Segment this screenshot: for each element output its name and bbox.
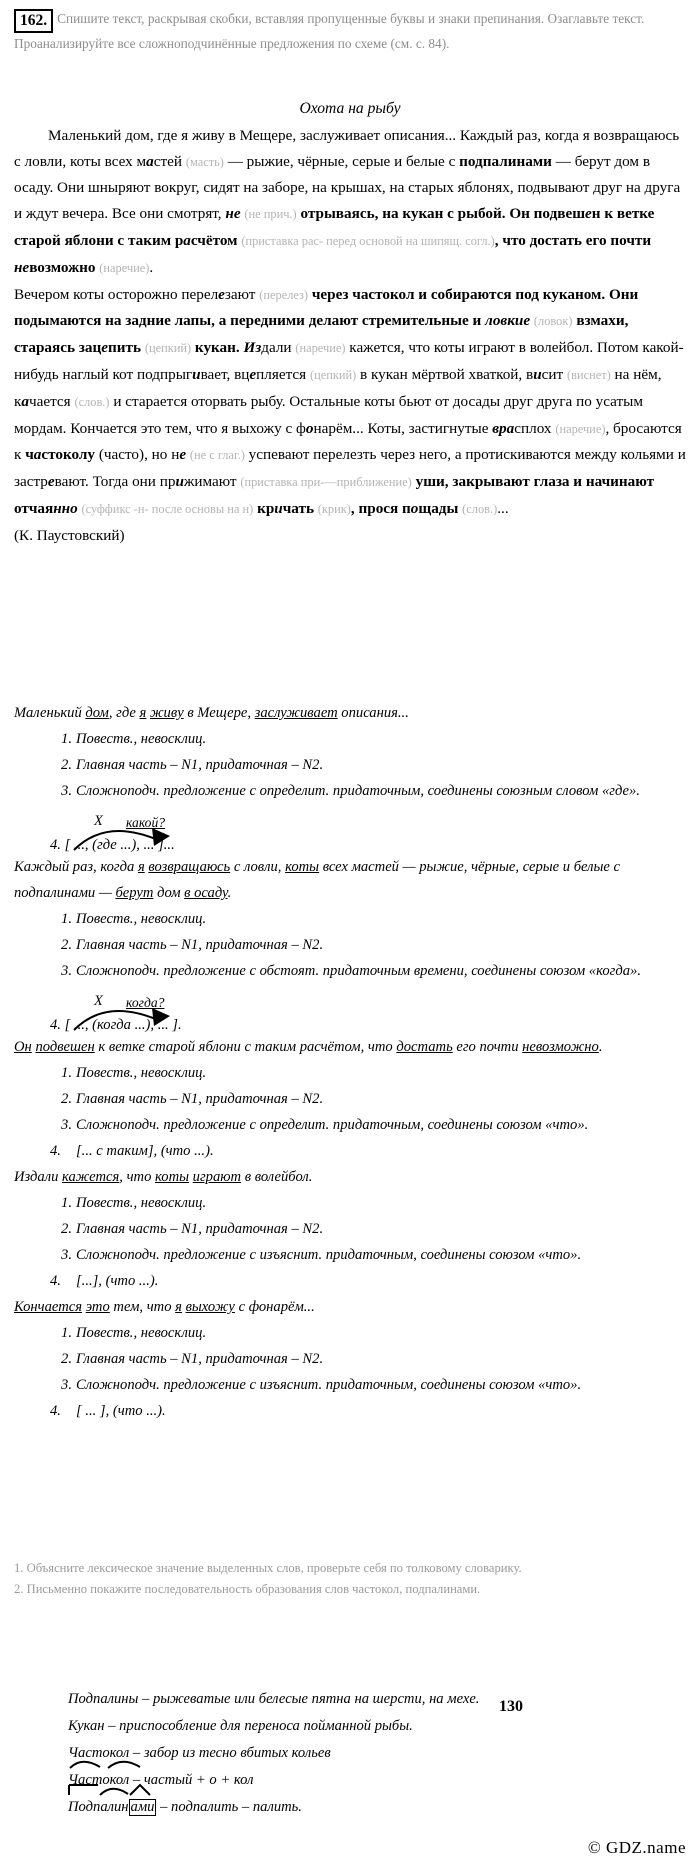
text-run: жимают [183,473,241,491]
bold-word: возможно [29,258,100,276]
text-run: нарём... Коты, застигнутые [313,419,493,437]
underlined-member: берут [115,885,154,901]
text-run: вают. Тогда они пр [54,473,176,491]
analysis-point: Сложноподч. предложение с определит. придаточным, соединены союзным словом «где». [76,783,640,799]
task-header [14,8,686,55]
text-run: , бросаются к [14,419,682,464]
derivation-text: – частый + о + кол [129,1772,254,1788]
underlined-member: живу [149,705,184,721]
sentence-text: . [598,1039,603,1055]
underlined-member: я [137,859,145,875]
scheme-question-label: когда? [126,995,165,1010]
bold-word: счётом [190,231,242,249]
spelling-hint: (крик) [317,501,351,516]
analysis-points [14,906,686,984]
underlined-member: дом [85,705,109,721]
sentence-text: тем, что [109,1299,176,1315]
text-run: пляется [256,365,310,383]
analysis-point: Главная часть – N1, придаточная – N2. [76,1221,324,1237]
stressed-letter: е [218,285,225,303]
sentence-text: Маленький [14,705,86,721]
stressed-letter: е [249,365,257,383]
analysis-point: Повеств., невосклиц. [76,1065,207,1081]
underlined-member: достать [396,1039,453,1055]
analysis-point: Главная часть – N1, придаточная – N2. [76,1091,324,1107]
bold-word: н к ветке старой яблони с таким р [14,205,655,249]
spelling-hint: (цепкий) [144,341,192,356]
underlined-member: я [139,705,147,721]
text-run: на нём, к [14,365,662,410]
text-run: сит [541,365,567,383]
underlined-member: заслуживает [254,705,338,721]
spelling-hint: (наречие) [99,260,150,275]
story-paragraph-2 [14,282,686,523]
text-run: зают [224,285,260,303]
spelling-hint: (слов.) [74,394,110,409]
spelling-hint: (наречие) [295,341,346,356]
spelling-hint: (не прич.) [244,207,297,222]
bold-word: кр [253,499,275,517]
bold-word: взмахи, стараясь зац [14,312,629,357]
bold-word: пить [108,339,145,357]
bold-word: стоколу [41,446,96,464]
stressed-letter: и [175,473,184,491]
story-paragraph-1 [14,123,686,282]
stressed-letter: е [101,339,109,357]
text-run: — берут дом в осаду. Они шныряют вокруг, сидят на заборе, на крышах, на старых яблонях, подвывают друг на друга и ждут вечера. Все они смотрят, [14,152,681,223]
underlined-member: это [85,1299,110,1315]
glossary-line-chastokol: Частокол – забор из тесно вбитых кольев [68,1745,331,1761]
analysis-points [14,726,686,804]
stressed-letter: а [183,231,191,249]
underlined-member: Он [14,1039,32,1055]
scheme-formula: [... с таким], (что ...). [76,1143,214,1159]
spelling-hint: (приставка при-—приближение) [240,475,412,490]
stressed-letter: о [410,499,419,517]
ending-box: ами [130,1799,155,1815]
stressed-letter: нно [53,499,78,517]
underlined-member: подвешен [35,1039,95,1055]
text-run: дали [261,339,296,357]
analysis-point: Главная часть – N1, придаточная – N2. [76,757,324,773]
follow-up-question-2: 2. Письменно покажите последовательность образования слов частокол, подпалинами. [14,1582,481,1596]
sentence-text: его почти [452,1039,523,1055]
sentence-text: в волейбол. [241,1169,313,1185]
analysis-block [14,700,686,1424]
stressed-letter: а [33,446,42,464]
sentence-text: Каждый раз, когда [14,859,138,875]
spelling-hint: (перелез) [259,287,309,302]
bold-word: щады [418,499,463,517]
stressed-letter: а [146,152,154,170]
analysis-point: Повеств., невосклиц. [76,731,207,747]
spelling-hint: (слов.) [462,501,498,516]
analysis-point: Главная часть – N1, придаточная – N2. [76,937,324,953]
morpheme-word-podpalinami [68,1794,156,1821]
spelling-hint: (масть) [185,154,224,169]
text-run: кажется, что коты играют в волейбол. Потом какой-нибудь наглый кот подпрыг [14,339,684,383]
spelling-hint: (наречие) [555,421,606,436]
bold-word: уши, закрывают глаза и начинают отчая [14,473,655,517]
underlined-member: играют [192,1169,242,1185]
text-run: . [149,258,154,276]
text-run: Маленький дом, где я живу в Мещере, заслуживает описания... Каждый раз, когда я возвращаюсь с ловли, коты всех м [14,126,680,170]
underlined-member: возвращаюсь [148,859,231,875]
text-run: чается [28,392,75,410]
stressed-letter: вра [492,419,515,437]
spelling-hint: (цепкий) [309,367,357,382]
spelling-hint: (суффикс -н- после основы на н) [81,501,254,516]
analysis-point: Повеств., невосклиц. [76,911,207,927]
sentence-scheme-line [14,1138,686,1164]
glossary-block [68,1686,668,1821]
text-run: Вечером коты осторожно перел [14,285,219,303]
scheme-formula: [ ... ], (что ...). [76,1403,166,1419]
stressed-letter: и [533,365,542,383]
text-run: вает, вц [200,365,250,383]
text-run: — рыжие, чёрные, серые и белые с [223,152,460,170]
scheme-formula: 4. [ ..., (где ...), ... ]... [50,837,175,853]
analysis-point: Главная часть – N1, придаточная – N2. [76,1351,324,1367]
analysis-point: Повеств., невосклиц. [76,1195,207,1211]
analysis-point: Повеств., невосклиц. [76,1325,207,1341]
sentence-text: в Мещере, [183,705,255,721]
bold-word: чать [282,499,318,517]
root-arc-icon [68,1756,154,1770]
bold-word: , что достать его почти [494,231,652,249]
story-block [14,96,686,549]
follow-up-questions [14,1558,686,1600]
sentence-text: Издали [14,1169,63,1185]
watermark: © GDZ.name [587,1838,686,1857]
text-run: (часто), но н [95,446,180,464]
text-run: в кукан мёртвой хваткой, в [356,365,534,383]
analysis-point: Сложноподч. предложение с изъяснит. придаточным, соединены союзом «что». [76,1247,582,1263]
glossary-line-podpaliny: Подпалины – рыжеватые или белесые пятна на шерсти, на мехе. [68,1691,480,1707]
spelling-hint: (виснет) [566,367,611,382]
scheme-question-label: какой? [126,815,166,830]
bold-word: , прося п [350,499,411,517]
analysis-sentence [14,700,686,726]
underlined-member: коты [285,859,320,875]
glossary-line-kukan: Кукан – приспособление для переноса пойманной рыбы. [68,1718,413,1734]
sentence-text: , что [119,1169,156,1185]
sentence-scheme-diagram [14,990,686,1034]
sentence-scheme-line [14,1268,686,1294]
exercise-number: 162. [14,9,53,33]
page-number: 130 [499,1698,523,1715]
text-run: ... [497,499,509,517]
underlined-member: коты [155,1169,190,1185]
scheme-formula: [...], (что ...). [76,1273,159,1289]
underlined-member: в осаду [184,885,228,901]
stressed-letter: не [14,258,30,276]
analysis-points [14,1190,686,1268]
word-stem-text: Подпалин [68,1799,129,1815]
bold-word: подпалинами [459,152,552,170]
analysis-point: Сложноподч. предложение с обстоят. придаточным времени, соединены союзом «когда». [76,963,641,979]
sentence-text: с фонарём... [234,1299,315,1315]
bold-word: через частокол и собираются под куканом. Они подымаются на задние лапы, а передними делают стремительные и [14,285,639,330]
stressed-letter: и [274,499,283,517]
spelling-hint: (не с глаг.) [189,448,245,463]
scheme-number: 4. [50,1403,61,1419]
spelling-hint: (ловок) [533,314,573,329]
bold-word: с рыбой. Он подвеш [443,205,586,223]
stressed-letter: а [21,392,29,410]
stressed-letter: е [179,446,187,464]
text-run: сплох [514,419,556,437]
scheme-number: 4. [50,1143,61,1159]
sentence-text: с ловли, [230,859,286,875]
analysis-point: Сложноподч. предложение с определит. придаточным, соединены союзом «что». [76,1117,589,1133]
text-run: успевают перелезть через него, а протискиваются между кольями и застр [14,446,686,491]
underlined-member: выхожу [185,1299,235,1315]
morpheme-line-podpalinami [68,1794,668,1821]
sentence-text: , где [108,705,140,721]
sentence-text: дом [153,885,185,901]
sentence-scheme-diagram [14,810,686,854]
sentence-text: описания... [337,705,409,721]
bold-word: отрываясь, на [296,205,403,223]
stressed-word: ловкие [485,312,531,330]
scheme-x-label: X [94,993,103,1009]
stressed-letter: не [225,205,241,223]
bold-word: кукан. [191,339,244,357]
text-run: стей [153,152,186,170]
analysis-sentence [14,1294,686,1320]
underlined-member: невозможно [522,1039,599,1055]
analysis-sentence [14,854,686,906]
story-title: Охота на рыбу [299,100,401,117]
scheme-formula: 4. [ ..., (когда ...), ... ]. [50,1017,182,1033]
analysis-points [14,1060,686,1138]
analysis-sentence [14,1164,686,1190]
underlined-member: я [175,1299,182,1315]
word-text: Частокол [68,1772,130,1788]
scheme-x-label: X [94,813,103,829]
derivation-text: – подпалить – палить. [156,1799,302,1815]
analysis-points [14,1320,686,1398]
scheme-number: 4. [50,1273,61,1289]
underlined-member: Кончается [14,1299,83,1315]
exercise-instruction: Спишите текст, раскрывая скобки, вставляя пропущенные буквы и знаки препинания. Озаглавьте текст. Проанализируйте все сложноподчинённые предложения по схеме (см. с. 84). [14,11,645,51]
stressed-letter: Из [243,339,262,357]
spelling-hint: (приставка рас- перед основой на шипящ. согл.) [241,233,495,248]
sentence-text: к ветке старой яблони с таким расчётом, что [94,1039,397,1055]
stressed-letter: и [192,365,201,383]
stressed-letter: о [305,419,314,437]
stressed-letter: е [585,205,592,223]
sentence-scheme-line [14,1398,686,1424]
prefix-root-suffix-icon [68,1783,168,1797]
story-author: (К. Паустовский) [14,526,125,544]
analysis-point: Сложноподч. предложение с изъяснит. придаточным, соединены союзом «что». [76,1377,582,1393]
bold-word: кукан [402,205,444,223]
text-run: и старается оторвать рыбу. Остальные коты бьют от досады друг друга по усатым мордам. Кончается это тем, что я выхожу с ф [14,392,643,437]
underlined-member: кажется [62,1169,120,1185]
bold-word: ч [25,446,34,464]
stressed-letter: е [47,473,55,491]
follow-up-question-1: 1. Объясните лексическое значение выделенных слов, проверьте себя по толковому словарику. [14,1561,522,1575]
sentence-text: всех мастей — рыжие, чёрные, серые и белые с подпалинами — [14,859,621,901]
sentence-text: . [227,885,232,901]
